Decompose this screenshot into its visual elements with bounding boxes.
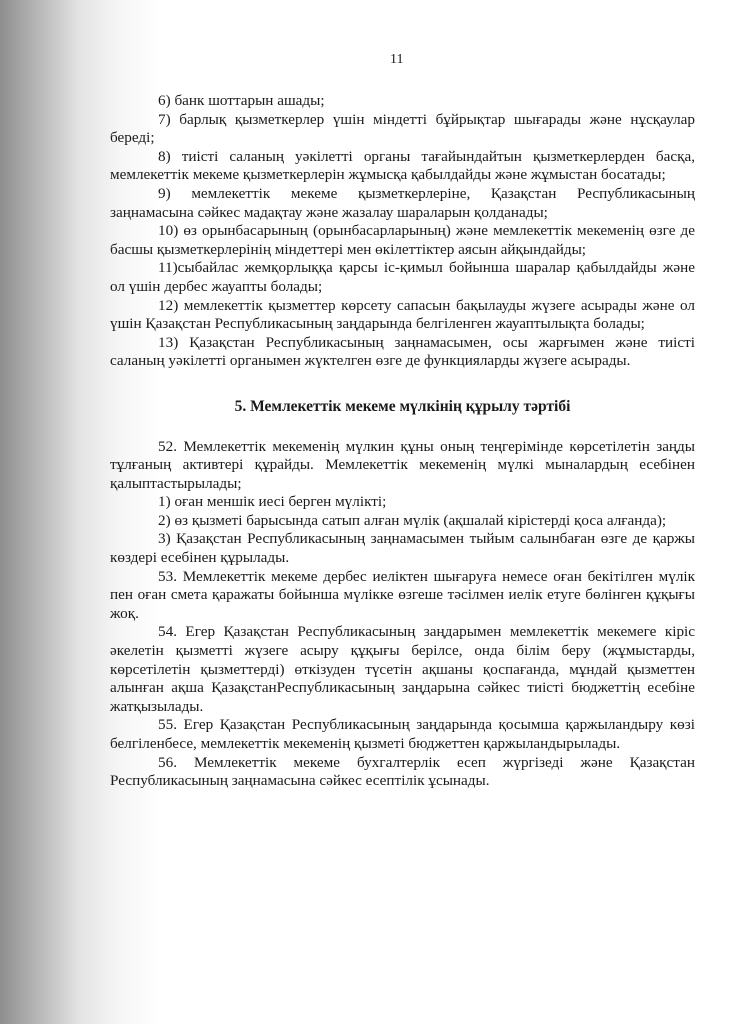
list-item-13: 13) Қазақстан Республикасының заңнамасымен, осы жарғымен және тиісті саланың уәкілетті органымен жүктелген өзге де функцияларды жүзеге асырады. bbox=[110, 333, 695, 370]
paragraph-54: 54. Егер Қазақстан Республикасының заңдарымен мемлекеттік мекемеге кіріс әкелетін қызметті жүзеге асыру құқығы берілсе, онда білім беру (жұмыстарды, көрсетілетін қызметтерді) өткізуден түсетін ақшаны қоспағанда, мұндай қызметтен алынған ақша ҚазақстанРеспубликасының заңдарына сәйкес тиісті бюджеттің есебіне жатқызылады. bbox=[110, 623, 695, 715]
sub-item-2: 2) өз қызметі барысында сатып алған мүлік (ақшалай кірістерді қоса алғанда); bbox=[158, 511, 667, 529]
page-number: 11 bbox=[390, 52, 404, 67]
list-item-12: 12) мемлекеттік қызметтер көрсету сапасын бақылауды жүзеге асырады және ол үшін Қазақстан Республикасының заңдарында белгіленген жауаптылықта болады; bbox=[110, 296, 695, 333]
list-item-7: 7) барлық қызметкерлер үшін міндетті бұйрықтар шығарады және нұсқаулар береді; bbox=[110, 110, 695, 147]
list-item-9: 9) мемлекеттік мекеме қызметкерлеріне, Қазақстан Республикасының заңнамасына сәйкес мадақтау және жазалау шараларын қолданады; bbox=[110, 184, 695, 221]
sub-item-1: 1) оған меншік иесі берген мүлікті; bbox=[158, 493, 387, 511]
paragraph-53: 53. Мемлекеттік мекеме дербес иеліктен шығаруға немесе оған бекітілген мүлік пен оған смета қаражаты бойынша мүлікке өзгеше тәсілмен иелік етуге бөлінген құқығы жоқ. bbox=[110, 567, 695, 622]
list-item-10: 10) өз орынбасарының (орынбасарларының) және мемлекеттік мекеменің өзге де басшы қызметкерлерінің міндеттері мен өкілеттіктер аясын айқындайды; bbox=[110, 222, 695, 258]
paragraph-56: 56. Мемлекеттік мекеме бухгалтерлік есеп жүргізеді және Қазақстан Республикасының заңнамасына сәйкес есептілік ұсынады. bbox=[110, 753, 695, 790]
paragraph-52: 52. Мемлекеттік мекеменің мүлкин құны оның теңгерімінде көрсетілетін заңды тұлғаның активтері құрайды. Мемлекеттік мекеменің мүлкі мыналардың есебінен қалыптастырылады; bbox=[110, 437, 695, 492]
paragraph-55: 55. Егер Қазақстан Республикасының заңдарында қосымша қаржыландыру көзі белгіленбесе, мемлекеттік мекеменің қызметі бюджеттен қаржыландырылады. bbox=[110, 716, 695, 752]
list-item-8: 8) тиісті саланың уәкілетті органы тағайындайтын қызметкерлерден басқа, мемлекеттік мекеме қызметкерлерін жұмысқа қабылдайды және жұмыстан босатады; bbox=[110, 147, 695, 184]
section-heading: 5. Мемлекеттік мекеме мүлкінің құрылу тәртібі bbox=[234, 397, 571, 415]
sub-item-3: 3) Қазақстан Республикасының заңнамасымен тыйым салынбаған өзге де қаржы көздері есебінен құрылады. bbox=[110, 530, 695, 567]
list-item-11: 11)сыбайлас жемқорлыққа қарсы іс-қимыл бойынша шаралар қабылдайды және ол үшін дербес жауапты болады; bbox=[110, 259, 695, 295]
list-item-6: 6) банк шоттарын ашады; bbox=[158, 92, 325, 109]
document-body bbox=[110, 92, 695, 791]
